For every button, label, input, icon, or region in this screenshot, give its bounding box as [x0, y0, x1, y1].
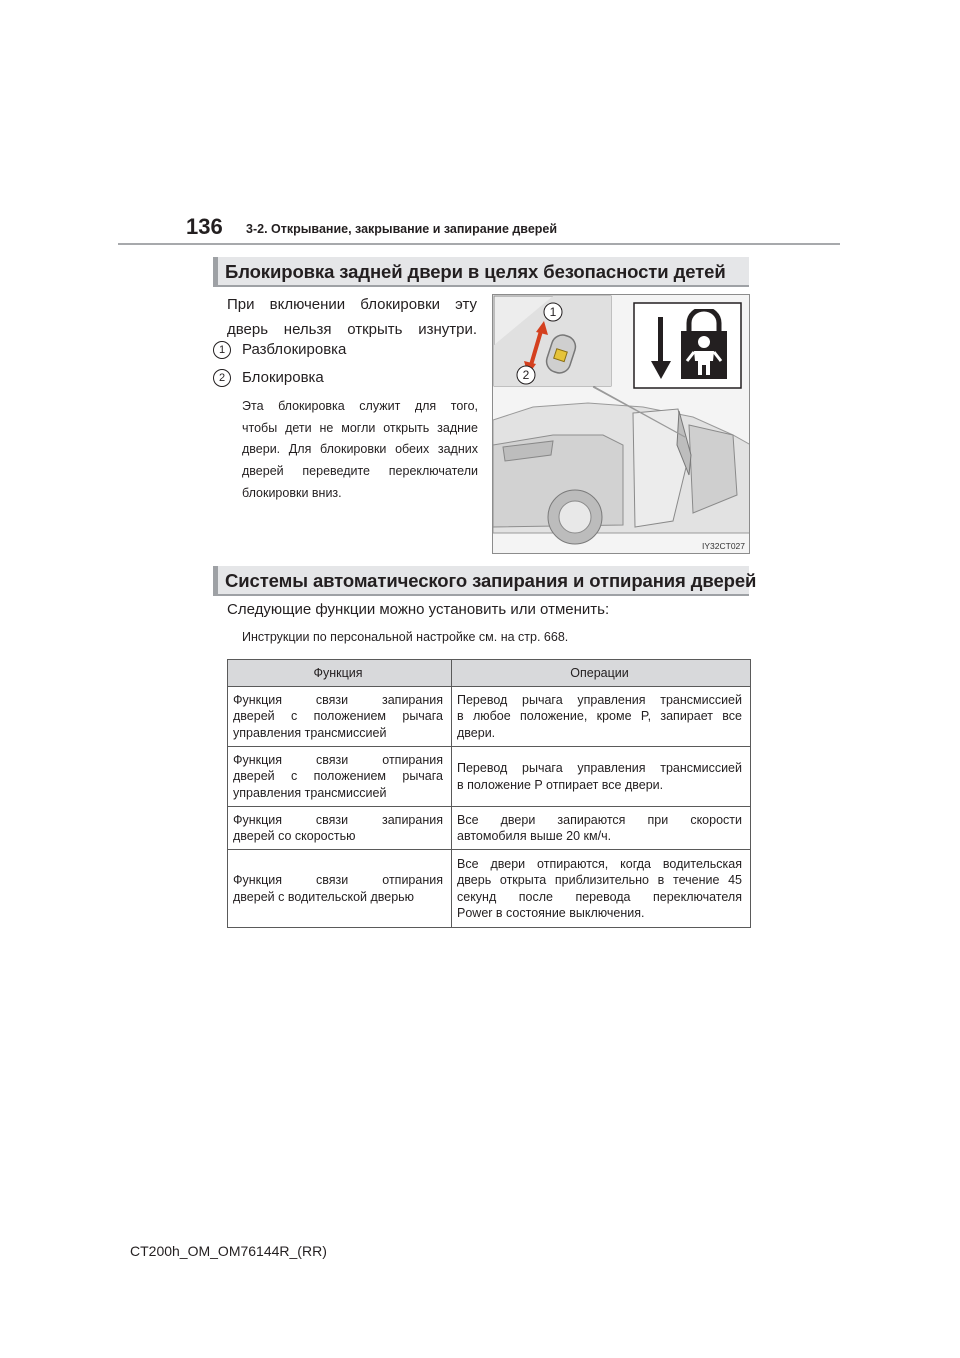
table-row [228, 687, 751, 747]
number-badge-1: 1 [213, 341, 231, 359]
note-line: блокировки вниз. [242, 485, 342, 500]
note-line: двери. Для блокировки обеих задних [242, 442, 478, 457]
cell-line: Функция связи отпирания [233, 752, 443, 767]
section-heading-auto-lock [213, 566, 757, 596]
callout-2: 2 [522, 368, 530, 382]
table-row [228, 807, 751, 850]
note-line: Эта блокировка служит для того, [242, 399, 478, 413]
cell-line: в положение P отпирает все двери. [457, 777, 664, 792]
operation-cell [452, 747, 751, 807]
section-heading-text: Системы автоматического запирания и отпирания дверей [225, 570, 757, 591]
item-lock-label: Блокировка [242, 369, 324, 386]
function-cell [228, 807, 452, 850]
cell-line: управления трансмиссией [233, 725, 387, 740]
child-lock-icon [677, 309, 731, 381]
cell-line: Функция связи запирания [233, 692, 443, 707]
page-number: 136 [186, 214, 223, 239]
cell-line: управления трансмиссией [233, 785, 387, 800]
cell-line: Перевод рычага управления трансмиссией [457, 761, 742, 775]
table-header-row [228, 660, 751, 687]
function-cell [228, 747, 452, 807]
operation-cell [452, 850, 751, 928]
operation-cell [452, 807, 751, 850]
cell-line: в любое положение, кроме P, запирает все [457, 709, 742, 724]
down-arrow-icon [651, 317, 671, 381]
cell-line: Функция связи отпирания [233, 873, 443, 887]
cell-line: Функция связи запирания [233, 812, 443, 827]
intro-line: При включении блокировки эту [227, 296, 477, 313]
document-code: CT200h_OM_OM76144R_(RR) [130, 1243, 327, 1259]
function-cell [228, 850, 452, 928]
cell-line: дверей с положением рычага [233, 709, 443, 724]
column-header-function: Функция [228, 660, 452, 687]
auto-lock-functions-table [227, 659, 751, 928]
table-row [228, 850, 751, 928]
cell-line: дверей с положением рычага [233, 769, 443, 784]
figure-code: IY32CT027 [702, 541, 745, 551]
note-line: дверей переведите переключатели [242, 464, 478, 479]
section2-intro: Следующие функции можно установить или отменить: [227, 601, 610, 618]
cell-line: Перевод рычага управления трансмиссией [457, 692, 742, 707]
cell-line: Power в состояние выключения. [457, 906, 645, 920]
section-heading-child-lock [213, 257, 749, 287]
operation-cell [452, 687, 751, 747]
column-header-operations: Операции [452, 660, 751, 687]
table-row [228, 747, 751, 807]
intro-line: дверь нельзя открыть изнутри. [227, 321, 477, 338]
cell-line: автомобиля выше 20 км/ч. [457, 829, 612, 843]
header-divider [118, 243, 840, 245]
callout-1: 1 [549, 305, 557, 319]
item-unlock-label: Разблокировка [242, 341, 347, 358]
heading-accent-bar [213, 257, 218, 285]
cell-line: Все двери отпираются, когда водительская [457, 856, 742, 871]
section-heading-text: Блокировка задней двери в целях безопасности детей [225, 261, 726, 282]
note-line: чтобы дети не могли открыть задние [242, 420, 478, 435]
chapter-title: 3-2. Открывание, закрывание и запирание дверей [246, 222, 558, 236]
child-lock-note [242, 396, 478, 505]
number-badge-2: 2 [213, 369, 231, 387]
heading-accent-bar [213, 566, 218, 594]
intro-paragraph [227, 292, 477, 342]
cell-line: Все двери запираются при скорости [457, 812, 742, 827]
cell-line: дверь открыта приблизительно в течение 45 [457, 873, 742, 887]
cell-line: секунд после перевода переключателя [457, 889, 742, 904]
cell-line: дверей с водительской дверью [233, 889, 415, 904]
customization-note: Инструкции по персональной настройке см. на стр. 668. [242, 630, 569, 644]
cell-line: дверей со скоростью [233, 829, 356, 843]
function-cell [228, 687, 452, 747]
cell-line: двери. [457, 725, 496, 740]
child-lock-illustration [492, 294, 750, 554]
